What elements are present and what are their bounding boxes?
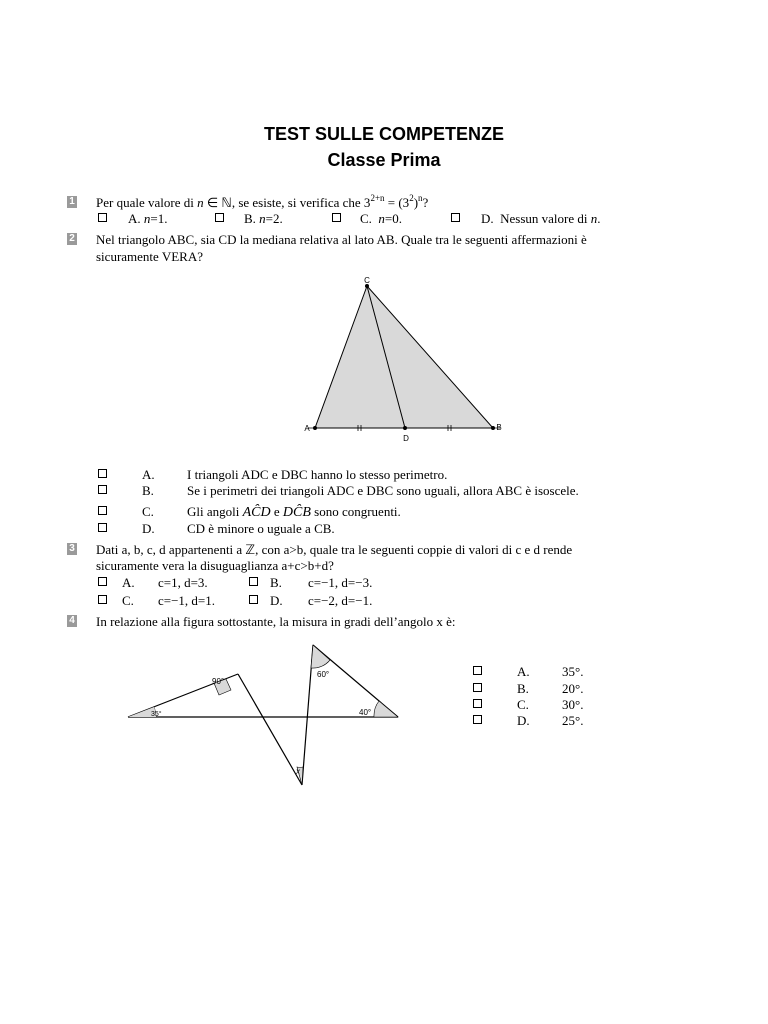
label-35: 35° bbox=[151, 711, 162, 718]
label-x: x bbox=[296, 767, 300, 776]
question-3-line1: Dati a, b, c, d appartenenti a ℤ, con a>b, quale tra le seguenti coppie di valori di c e d rende bbox=[96, 542, 573, 557]
page-title: TEST SULLE COMPETENZE bbox=[263, 124, 504, 144]
option-q2-b-text: Se i perimetri dei triangoli ADC e DBC sono uguali, allora ABC è isoscele. bbox=[187, 483, 579, 498]
triangle-abc-figure bbox=[300, 274, 510, 446]
checkbox-q4-a[interactable] bbox=[473, 666, 482, 675]
triangle-abc bbox=[315, 286, 493, 428]
option-q4-b-letter: B. bbox=[517, 681, 529, 696]
checkbox-q1-b[interactable] bbox=[215, 213, 224, 222]
option-q2-a-text: I triangoli ADC e DBC hanno lo stesso perimetro. bbox=[187, 467, 448, 482]
option-q4-a-text: 35°. bbox=[562, 664, 584, 679]
checkbox-q1-d[interactable] bbox=[451, 213, 460, 222]
option-q3-b-letter: B. bbox=[270, 575, 282, 590]
option-q1-b: B. n=2. bbox=[244, 211, 283, 226]
option-q2-d-text: CD è minore o uguale a CB. bbox=[187, 521, 335, 536]
question-number-4: 4 bbox=[67, 615, 77, 627]
checkbox-q1-c[interactable] bbox=[332, 213, 341, 222]
question-number-2: 2 bbox=[67, 233, 77, 245]
option-q1-d: D. Nessun valore di n. bbox=[481, 211, 601, 226]
checkbox-q2-c[interactable] bbox=[98, 506, 107, 515]
option-q2-d-letter: D. bbox=[142, 521, 155, 536]
option-q3-c-text: c=−1, d=1. bbox=[158, 593, 216, 608]
checkbox-q2-d[interactable] bbox=[98, 523, 107, 532]
option-q4-c-letter: C. bbox=[517, 697, 529, 712]
label-90: 90° bbox=[212, 677, 225, 686]
zigzag-down-line bbox=[238, 674, 302, 785]
option-q4-b-text: 20°. bbox=[562, 681, 584, 696]
label-b: B bbox=[496, 423, 502, 432]
option-q3-c-letter: C. bbox=[122, 593, 134, 608]
point-b bbox=[491, 426, 495, 430]
angle-figure bbox=[120, 640, 410, 790]
angle-40-arc bbox=[374, 701, 398, 717]
checkbox-q3-b[interactable] bbox=[249, 577, 258, 586]
option-q3-a-text: c=1, d=3. bbox=[158, 575, 208, 590]
option-q3-b-text: c=−1, d=−3. bbox=[308, 575, 373, 590]
question-4-text: In relazione alla figura sottostante, la misura in gradi dell’angolo x è: bbox=[96, 614, 456, 629]
checkbox-q3-a[interactable] bbox=[98, 577, 107, 586]
point-d bbox=[403, 426, 407, 430]
option-q2-b-letter: B. bbox=[142, 483, 154, 498]
option-q3-d-letter: D. bbox=[270, 593, 283, 608]
checkbox-q4-b[interactable] bbox=[473, 683, 482, 692]
question-number-3: 3 bbox=[67, 543, 77, 555]
point-a bbox=[313, 426, 317, 430]
option-q3-a-letter: A. bbox=[122, 575, 135, 590]
label-a: A bbox=[304, 424, 310, 433]
question-3-line2: sicuramente vera la disuguaglianza a+c>b+d? bbox=[96, 558, 334, 573]
page-subtitle: Classe Prima bbox=[327, 150, 441, 170]
option-q2-c-letter: C. bbox=[142, 504, 154, 519]
question-number-1: 1 bbox=[67, 196, 77, 208]
question-1-text: Per quale valore di n ∈ ℕ, se esiste, si verifica che $3^{2+n} = (3^2)^n$? bbox=[96, 192, 429, 210]
question-2-line2: sicuramente VERA? bbox=[96, 249, 203, 264]
checkbox-q4-c[interactable] bbox=[473, 699, 482, 708]
option-q2-a-letter: A. bbox=[142, 467, 155, 482]
option-q4-d-text: 25°. bbox=[562, 713, 584, 728]
option-q4-c-text: 30°. bbox=[562, 697, 584, 712]
checkbox-q1-a[interactable] bbox=[98, 213, 107, 222]
checkbox-q4-d[interactable] bbox=[473, 715, 482, 724]
label-40: 40° bbox=[359, 708, 372, 717]
option-q4-d-letter: D. bbox=[517, 713, 530, 728]
option-q4-a-letter: A. bbox=[517, 664, 530, 679]
label-d: D bbox=[403, 434, 409, 443]
label-c: C bbox=[364, 276, 370, 285]
checkbox-q2-b[interactable] bbox=[98, 485, 107, 494]
option-q1-a: A. n=1. bbox=[128, 211, 168, 226]
checkbox-q3-d[interactable] bbox=[249, 595, 258, 604]
option-q1-c: C. n=0. bbox=[360, 211, 403, 226]
question-2-line1: Nel triangolo ABC, sia CD la mediana relativa al lato AB. Quale tra le seguenti affermazioni è bbox=[96, 232, 587, 247]
option-q3-d-text: c=−2, d=−1. bbox=[308, 593, 373, 608]
checkbox-q3-c[interactable] bbox=[98, 595, 107, 604]
option-q2-c-text: Gli angoli AĈD e DĈB sono congruenti. bbox=[187, 504, 401, 520]
checkbox-q2-a[interactable] bbox=[98, 469, 107, 478]
label-60: 60° bbox=[317, 670, 330, 679]
